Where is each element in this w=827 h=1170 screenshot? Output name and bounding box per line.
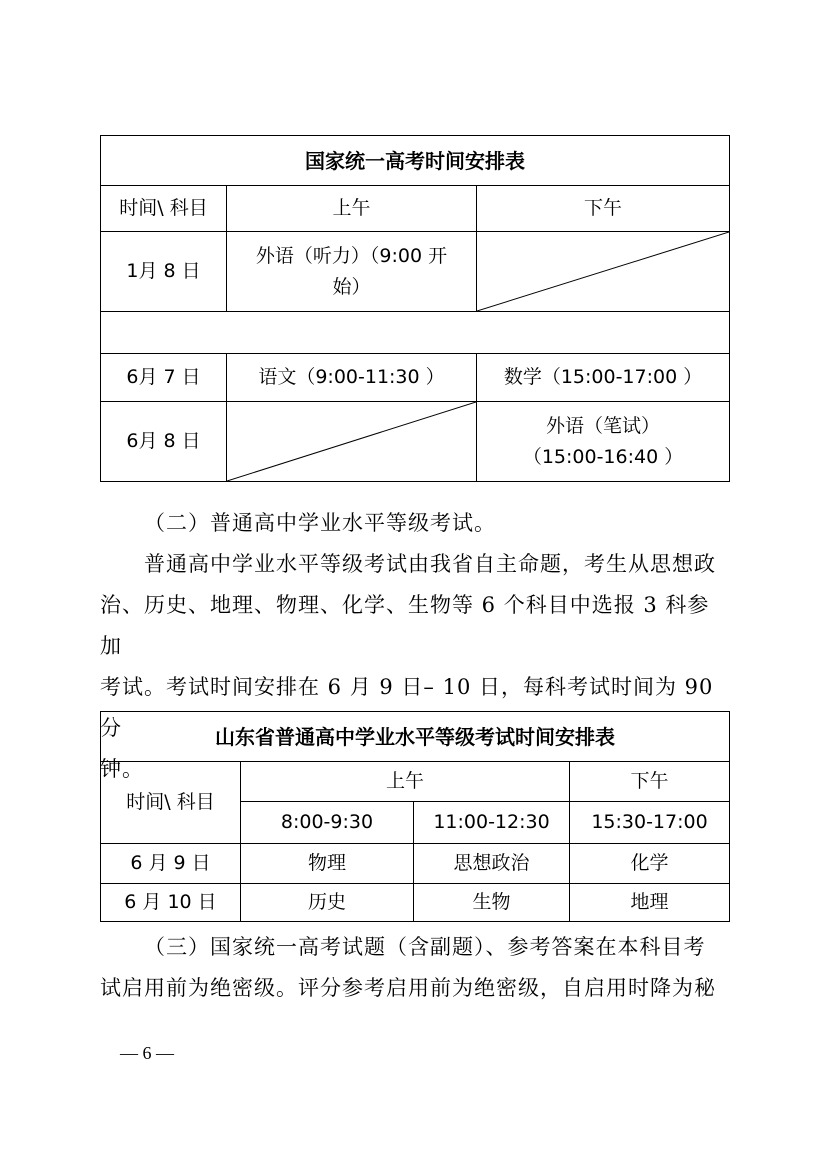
paragraph-line: （三）国家统一高考试题（含副题）、参考答案在本科目考 [144, 935, 706, 959]
page-number: — 6 — [120, 1043, 174, 1063]
morning-header: 上午 [227, 186, 477, 232]
paragraph-line: 普通高中学业水平等级考试由我省自主命题，考生从思想政 [144, 552, 716, 576]
date-cell: 6 月 9 日 [101, 844, 241, 884]
subject-cell: 生物 [414, 884, 570, 922]
section-three [100, 927, 730, 1009]
paragraph-line: 钟。 [100, 757, 144, 781]
date-cell: 6 月 10 日 [101, 884, 241, 922]
paragraph-line: 试启用前为绝密级。评分参考启用前为绝密级，自启用时降为秘 [100, 976, 716, 1000]
spacer-row [101, 312, 730, 354]
cell-line: 始） [332, 275, 371, 298]
diagonal-line [227, 402, 476, 481]
corner-header: 时间\ 科目 [101, 762, 241, 844]
chinese-exam-cell: 语文（9:00-11:30 ） [227, 354, 477, 402]
listening-exam-cell [227, 232, 477, 312]
subject-cell: 历史 [241, 884, 414, 922]
subject-cell: 地理 [570, 884, 730, 922]
math-exam-cell: 数学（15:00-17:00 ） [477, 354, 730, 402]
subject-cell: 思想政治 [414, 844, 570, 884]
paragraph-line: 考试。考试时间安排在 6 月 9 日– 10 日，每科考试时间为 90 分 [100, 675, 714, 740]
date-cell: 6月 8 日 [101, 402, 227, 482]
table-row [101, 884, 730, 922]
corner-header: 时间\ 科目 [101, 186, 227, 232]
afternoon-header: 下午 [477, 186, 730, 232]
table-title: 山东省普通高中学业水平等级考试时间安排表 [101, 712, 730, 762]
empty-slot-cell [477, 232, 730, 312]
table-title: 国家统一高考时间安排表 [101, 136, 730, 186]
diagonal-line [477, 232, 729, 311]
date-cell: 1月 8 日 [101, 232, 227, 312]
afternoon-header: 下午 [570, 762, 730, 802]
subject-cell: 化学 [570, 844, 730, 884]
date-cell: 6月 7 日 [101, 354, 227, 402]
time-slot-1: 8:00-9:30 [241, 802, 414, 844]
cell-line: 外语（笔试） [546, 415, 661, 438]
section-heading: （二）普通高中学业水平等级考试。 [144, 511, 496, 535]
gaokao-schedule-table [100, 135, 730, 482]
subject-cell: 物理 [241, 844, 414, 884]
cell-line: 外语（听力）（9:00 开 [255, 245, 448, 268]
time-slot-3: 15:30-17:00 [570, 802, 730, 844]
empty-slot-cell [227, 402, 477, 482]
morning-header: 上午 [241, 762, 570, 802]
cell-line: （15:00-16:40 ） [522, 445, 684, 468]
written-language-exam-cell [477, 402, 730, 482]
paragraph-line: 治、历史、地理、物理、化学、生物等 6 个科目中选报 3 科参加 [100, 593, 710, 658]
level-exam-schedule-table [100, 711, 730, 922]
table-row [101, 844, 730, 884]
time-slot-2: 11:00-12:30 [414, 802, 570, 844]
